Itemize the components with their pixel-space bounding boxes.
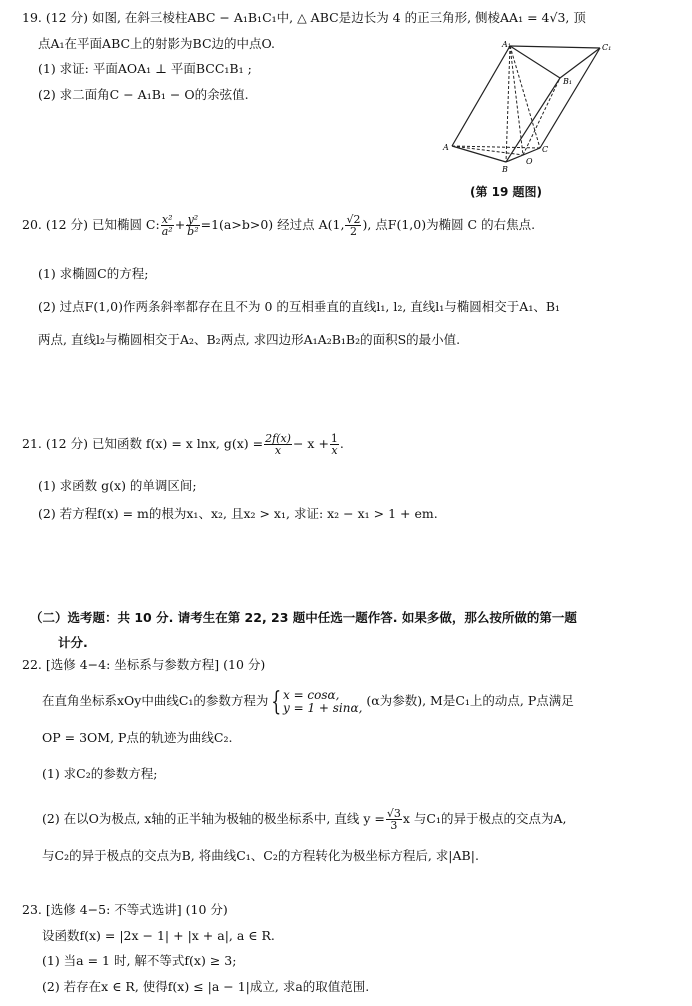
q22-part2-prefix: (2) 在以O为极点, x轴的正半轴为极轴的极坐标系中, 直线 y = [42, 811, 385, 826]
frac-den: 3 [390, 819, 398, 832]
q22-part2 [42, 804, 566, 834]
q23-title: 23. [选修 4−5: 不等式选讲] (10 分) [22, 902, 228, 917]
frac-y2-b2 [186, 214, 199, 237]
q22-part2-suffix: x 与C₁的异于极点的交点为A, [402, 811, 567, 826]
q21-end: . [339, 436, 344, 451]
frac-num: 1 [330, 432, 338, 445]
q20-part2-line1: (2) 过点F(1,0)作两条斜率都存在且不为 0 的互相垂直的直线l₁, l₂, 直线l₁与椭圆相交于A₁、B₁ [38, 299, 561, 314]
q22-part1: (1) 求C₂的参数方程; [42, 766, 158, 781]
q22-intro-suffix: (α为参数), M是C₁上的动点, P点满足 [366, 693, 574, 708]
q19-line1: 19. (12 分) 如图, 在斜三棱柱ABC − A₁B₁C₁中, △ ABC是边长为 4 的正三角形, 侧棱AA₁ = 4√3, 顶 [22, 10, 586, 25]
section2-line2: 计分. [58, 635, 88, 650]
frac-num: √2 [346, 213, 361, 226]
param-eq2: y = 1 + sinα, [282, 700, 363, 715]
param-system [283, 689, 362, 715]
figure-caption: (第 19 题图) [470, 185, 543, 199]
q22-title: 22. [选修 4−4: 坐标系与参数方程] (10 分) [22, 657, 266, 672]
label-c1: C₁ [602, 43, 612, 52]
param-eq1: x = cosα, [282, 687, 340, 702]
frac-1-x [330, 433, 339, 456]
label-o: O [526, 157, 533, 166]
q21-part1: (1) 求函数 g(x) 的单调区间; [38, 478, 197, 493]
frac-num: 2f(x) [265, 432, 291, 445]
frac-num: x² [161, 213, 173, 226]
label-c: C [542, 145, 549, 154]
label-a1: A₁ [502, 40, 511, 49]
q21-mid: − x + [292, 436, 329, 451]
frac-num: √3 [386, 807, 401, 820]
section2-line1: （二）选考题：共 10 分. 请考生在第 22, 23 题中任选一题作答. 如果多做，那么按所做的第一题 [30, 610, 577, 625]
frac-den: 2 [349, 225, 357, 238]
q23-part2: (2) 若存在x ∈ R, 使得f(x) ≤ |a − 1|成立, 求a的取值范围. [42, 979, 370, 994]
q20-part2-line2: 两点, 直线l₂与椭圆相交于A₂、B₂两点, 求四边形A₁A₂B₁B₂的面积S的最小值. [38, 332, 461, 347]
frac-den: x [274, 444, 282, 457]
label-b1: B₁ [563, 77, 573, 86]
frac-den: b² [187, 225, 199, 238]
frac-num: y² [187, 213, 199, 226]
q22-intro-prefix: 在直角坐标系xOy中曲线C₁的参数方程为 [42, 693, 269, 708]
q22-line2: OP = 3OM, P点的轨迹为曲线C₂. [42, 730, 233, 745]
q23-intro: 设函数f(x) = |2x − 1| + |x + a|, a ∈ R. [42, 928, 275, 943]
prism-figure [440, 38, 660, 188]
frac-den: x [331, 444, 338, 457]
q23-part1: (1) 当a = 1 时, 解不等式f(x) ≥ 3; [42, 953, 237, 968]
label-b: B [502, 165, 508, 174]
q22-intro [42, 684, 574, 718]
frac-sqrt2-2 [345, 214, 361, 237]
frac-den: a² [161, 225, 173, 238]
q19-part1: (1) 求证: 平面AOA₁ ⊥ 平面BCC₁B₁ ; [38, 61, 252, 76]
frac-2fx-x [264, 433, 292, 456]
q21-part2: (2) 若方程f(x) = m的根为x₁、x₂, 且x₂ > x₁, 求证: x₂ − x₁ > 1 + em. [38, 506, 438, 521]
q19-part2: (2) 求二面角C − A₁B₁ − O的余弦值. [38, 87, 249, 102]
q20-suffix: ), 点F(1,0)为椭圆 C 的右焦点. [362, 217, 536, 232]
q20-prefix: 20. (12 分) 已知椭圆 C: [22, 217, 160, 232]
q21-stem [22, 429, 344, 459]
q20-part1: (1) 求椭圆C的方程; [38, 266, 149, 281]
q21-prefix: 21. (12 分) 已知函数 f(x) = x lnx, g(x) = [22, 436, 264, 451]
q20-stem: 20. (12 分) 已知椭圆 C: $\frac{\text{x²}}{\text{a²}}$ + $\frac{\text{y²}}{\text{b²}}$ =1(a>b>0) 经过点 A(1, $\frac{√2}{2}$ ), 点F(1,0)为椭圆 C 的右焦点. [22, 213, 536, 238]
frac-x2-a2 [161, 214, 174, 237]
label-a: A [443, 143, 449, 152]
q22-part2-line2: 与C₂的异于极点的交点为B, 将曲线C₁、C₂的方程转化为极坐标方程后, 求|AB|. [42, 848, 479, 863]
frac-sqrt3-3 [386, 808, 402, 831]
q20-mid: =1(a>b>0) 经过点 A(1, [200, 217, 345, 232]
q19-line2: 点A₁在平面ABC上的射影为BC边的中点O. [38, 36, 276, 51]
left-brace: { [271, 686, 282, 717]
